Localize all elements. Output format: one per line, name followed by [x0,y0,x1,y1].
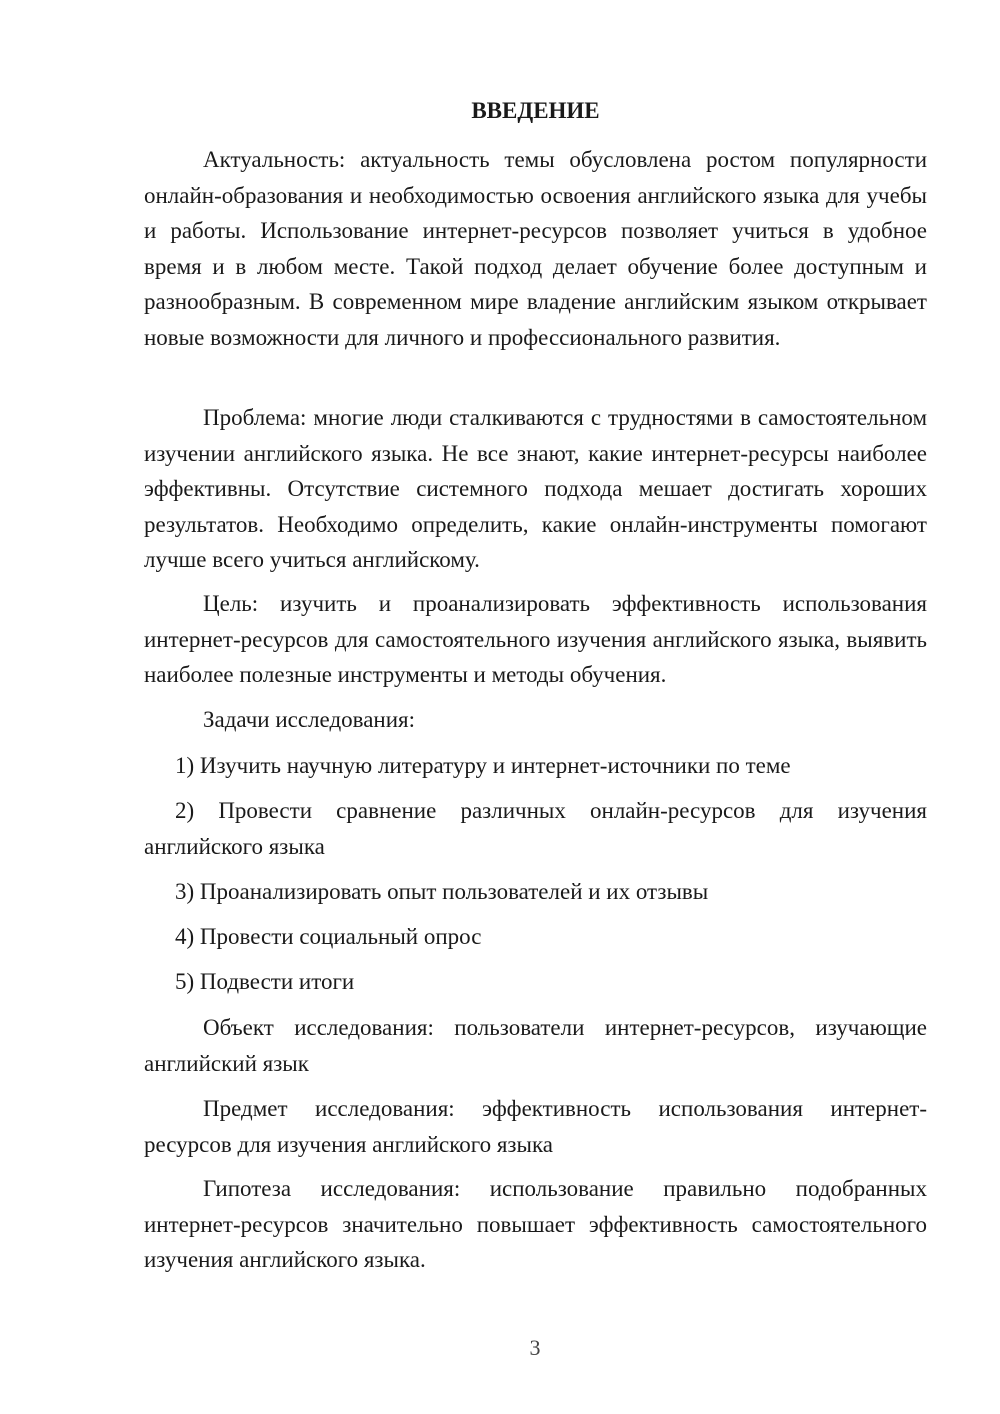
task-item-2: 2) Провести сравнение различных онлайн-ресурсов для изучения английского языка [144,798,927,859]
task-item-3: 3) Проанализировать опыт пользователей и их отзывы [175,879,709,904]
page-title: ВВЕДЕНИЕ [471,98,600,123]
paragraph-goal: Цель: изучить и проанализировать эффективность использования интернет-ресурсов для самостоятельного изучения английского языка, выявить наиболее полезные инструменты и методы обучения. [144,591,927,687]
task-item-5: 5) Подвести итоги [175,969,355,994]
paragraph-relevance: Актуальность: актуальность темы обусловлена ростом популярности онлайн-образования и необходимостью освоения английского языка для учебы и работы. Использование интернет-ресурсов позволяет учиться в удобное время и в любом месте. Такой подход делает обучение более доступным и разнообразным. В современном мире владение английским языком открывает новые возможности для личного и профессионального развития. [144,147,927,350]
task-item-4: 4) Провести социальный опрос [175,924,482,949]
paragraph-subject: Предмет исследования: эффективность использования интернет-ресурсов для изучения английского языка [144,1096,927,1157]
paragraph-tasks-heading: Задачи исследования: [203,707,416,732]
paragraph-hypothesis: Гипотеза исследования: использование правильно подобранных интернет-ресурсов значительно повышает эффективность самостоятельного изучения английского языка. [144,1176,927,1272]
task-item-1: 1) Изучить научную литературу и интернет-источники по теме [175,753,791,778]
page-number: 3 [529,1335,541,1360]
paragraph-problem: Проблема: многие люди сталкиваются с трудностями в самостоятельном изучении английского языка. Не все знают, какие интернет-ресурсы наиболее эффективны. Отсутствие системного подхода мешает достигать хороших результатов. Необходимо определить, какие онлайн-инструменты помогают лучше всего учиться английскому. [144,405,927,572]
paragraph-object: Объект исследования: пользователи интернет-ресурсов, изучающие английский язык [144,1015,927,1076]
